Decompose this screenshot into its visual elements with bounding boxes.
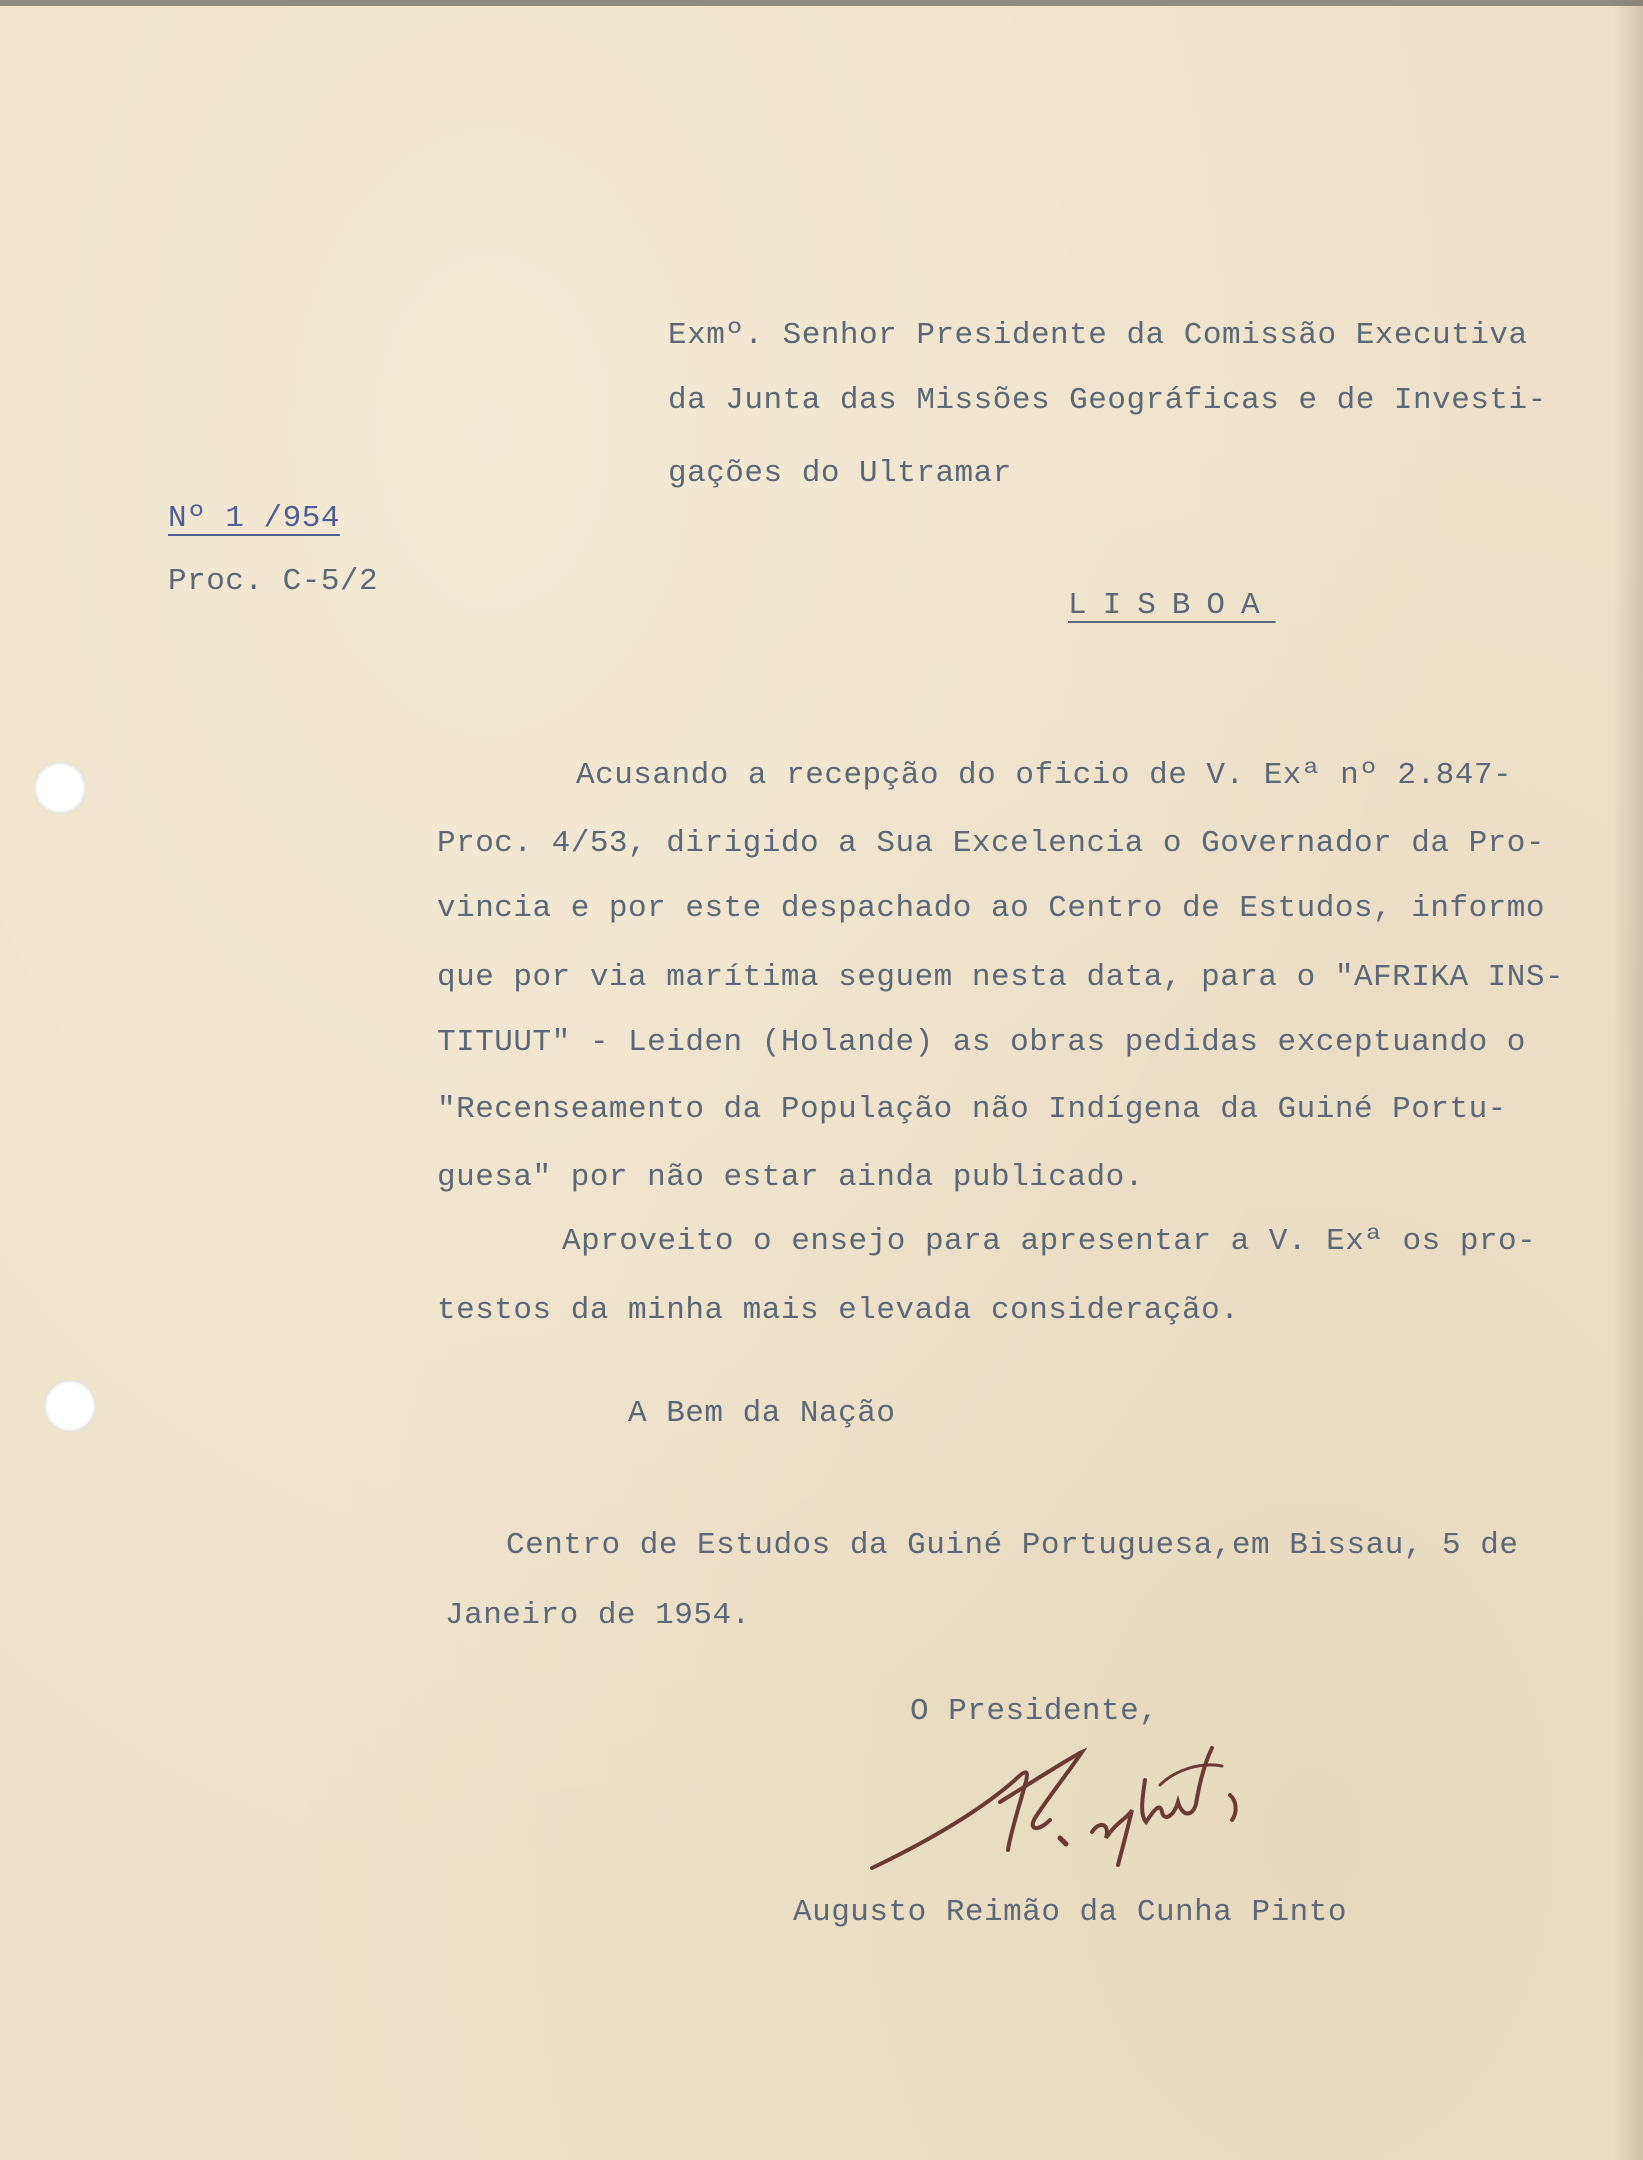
reference-number: Nº 1 /954 [168, 501, 340, 536]
body-line: que por via marítima seguem nesta data, para o "AFRIKA INS- [437, 960, 1565, 995]
address-line-1: Exmº. Senhor Presidente da Comissão Executiva [668, 318, 1528, 353]
city-heading: LISBOA [1068, 588, 1276, 623]
page-top-edge [0, 0, 1643, 6]
punch-hole-lower [44, 1380, 96, 1432]
body-line: "Recenseamento da População não Indígena da Guiné Portu- [437, 1092, 1507, 1127]
handwritten-signature [860, 1740, 1340, 1890]
address-line-2: da Junta das Missões Geográficas e de Investi- [668, 383, 1547, 418]
body-line: Proc. 4/53, dirigido a Sua Excelencia o Governador da Pro- [437, 826, 1545, 861]
body-line: testos da minha mais elevada consideração. [437, 1293, 1240, 1328]
signatory-name: Augusto Reimão da Cunha Pinto [793, 1895, 1347, 1930]
body-line: Acusando a recepção do oficio de V. Exª nº 2.847- [576, 758, 1513, 793]
place-date-line-2: Janeiro de 1954. [445, 1598, 751, 1633]
body-line: TITUUT" - Leiden (Holande) as obras pedidas exceptuando o [437, 1025, 1526, 1060]
body-line: vincia e por este despachado ao Centro de Estudos, informo [437, 891, 1545, 926]
place-date-line-1: Centro de Estudos da Guiné Portuguesa,em Bissau, 5 de [506, 1528, 1519, 1563]
punch-hole-upper [34, 762, 86, 814]
signatory-role: O Presidente, [910, 1694, 1159, 1729]
address-line-3: gações do Ultramar [668, 456, 1012, 491]
process-reference: Proc. C-5/2 [168, 564, 379, 599]
body-line: Aproveito o ensejo para apresentar a V. Exª os pro- [562, 1224, 1537, 1259]
page-right-edge [1613, 0, 1643, 2160]
body-line: guesa" por não estar ainda publicado. [437, 1160, 1144, 1195]
salutation: A Bem da Nação [628, 1396, 896, 1431]
